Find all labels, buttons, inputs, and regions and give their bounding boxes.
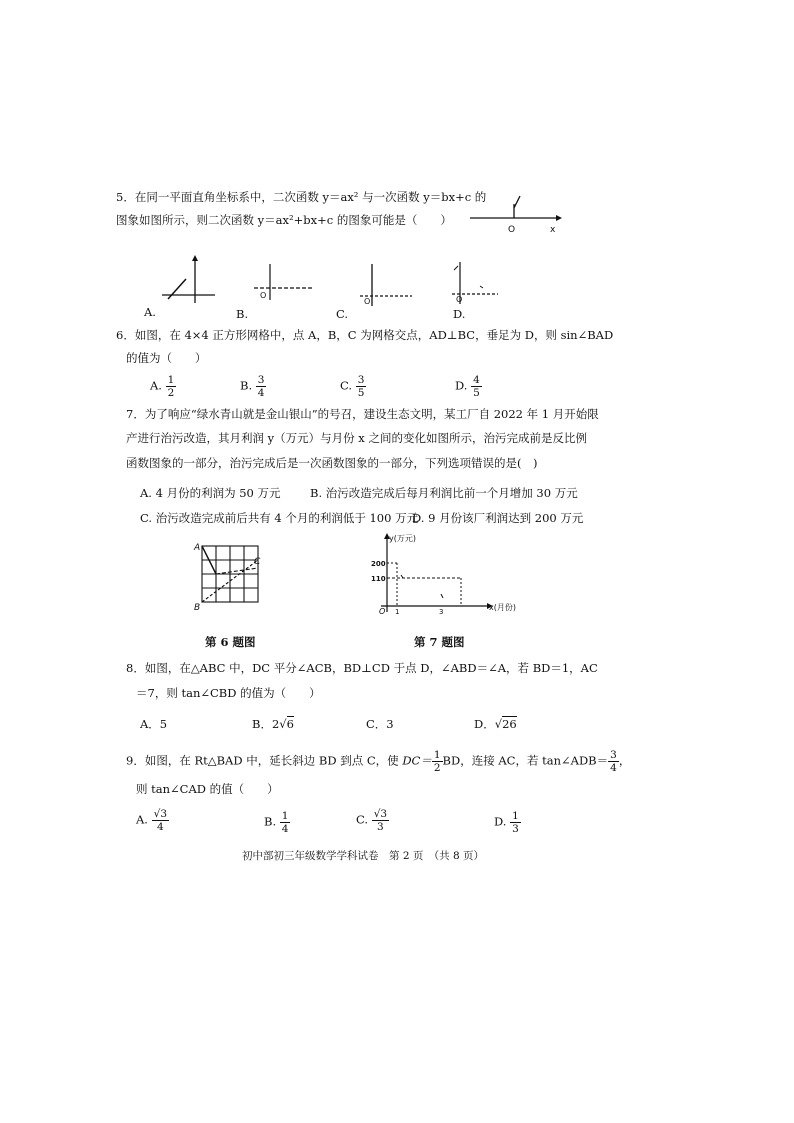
q9-option-a[interactable]: A. $\frac{√3}{4}$	[136, 808, 167, 833]
q7-option-d[interactable]: D. 9 月份该厂利润达到 200 万元	[412, 511, 584, 525]
fig7-y-tick-110: 110	[371, 575, 386, 583]
q5-graph-d[interactable]	[450, 260, 502, 306]
fig7-origin: O	[379, 607, 386, 616]
q6-option-b[interactable]: B. $\frac{3}{4}$	[240, 374, 265, 399]
q5-given-line-2	[514, 196, 520, 208]
svg-text:O: O	[260, 291, 267, 300]
q6-option-d[interactable]: D. $\frac{4}{5}$	[455, 374, 480, 399]
q5-option-c[interactable]: C.	[336, 307, 349, 321]
q7-line2: 产进行治污改造，其月利润 y（万元）与月份 x 之间的变化如图所示，治污完成前是反比例	[126, 431, 587, 445]
fig7-x-tick-1: 1	[395, 608, 400, 616]
q5-given-graph	[470, 190, 570, 240]
fig6-label-c: C	[254, 557, 261, 567]
fig6-label-b: B	[194, 603, 201, 613]
q8-option-b[interactable]: B．2√6	[252, 717, 294, 731]
q5-graph-b[interactable]	[252, 262, 314, 302]
q8-option-c[interactable]: C．3	[366, 717, 394, 731]
q5-given-x-label: x	[550, 225, 556, 235]
q5-line1: 5．在同一平面直角坐标系中，二次函数 y＝ax² 与一次函数 y＝bx+c 的	[116, 190, 487, 204]
fig6-caption: 第 6 题图	[205, 635, 256, 649]
q5-option-d[interactable]: D.	[453, 307, 466, 321]
fig6-label-a: A	[194, 543, 201, 553]
q5-option-b[interactable]: B.	[236, 307, 249, 321]
q8-line1: 8．如图，在△ABC 中，DC 平分∠ACB，BD⊥CD 于点 D，∠ABD＝∠A，若 BD＝1，AC	[126, 661, 598, 675]
q7-line1: 7．为了响应“绿水青山就是金山银山”的号召，建设生态文明，某工厂自 2022 年 1 月开始限	[126, 407, 599, 421]
q8-option-d[interactable]: D．√26	[474, 717, 517, 731]
q9-option-c[interactable]: C. $\frac{√3}{3}$	[356, 808, 388, 833]
q8-line2: ＝7，则 tan∠CBD 的值为（ ）	[136, 686, 321, 700]
q6-option-a[interactable]: A. $\frac{1}{2}$	[150, 374, 175, 399]
fig7-x-label: x(月份)	[489, 603, 516, 612]
q9-line2: 则 tan∠CAD 的值（ ）	[136, 782, 279, 796]
fig7-caption: 第 7 题图	[414, 635, 465, 649]
q7-option-a[interactable]: A. 4 月份的利润为 50 万元	[140, 486, 281, 500]
page-footer: 初中部初三年级数学学科试卷 第 2 页 （共 8 页）	[242, 850, 484, 862]
q8-option-a[interactable]: A．5	[140, 717, 168, 731]
q6-line2: 的值为（ ）	[126, 351, 207, 365]
fig7-y-label: y(万元)	[389, 534, 416, 543]
fig7-y-tick-200: 200	[371, 560, 386, 568]
q7-line3: 函数图象的一部分，治污完成后是一次函数图象的一部分，下列选项错误的是( )	[126, 456, 538, 470]
q9-line1: 9．如图，在 Rt△BAD 中，延长斜边 BD 到点 C，使 DC＝ $\frac{1}{2}$ BD，连接 AC，若 tan∠ADB＝ $\frac{3}{4}$ ，	[126, 749, 631, 774]
q5-line2: 图象如图所示，则二次函数 y＝ax²+bx+c 的图象可能是（ ）	[116, 213, 452, 227]
q7-option-b[interactable]: B. 治污改造完成后每月利润比前一个月增加 30 万元	[310, 486, 578, 500]
q9-option-b[interactable]: B. $\frac{1}{4}$	[264, 810, 289, 835]
fig6-grid	[190, 540, 270, 614]
q7-option-c[interactable]: C. 治污改造完成前后共有 4 个月的利润低于 100 万元	[140, 511, 419, 525]
svg-text:O: O	[456, 295, 463, 304]
q5-option-a[interactable]: A.	[144, 305, 156, 319]
fig7-chart	[365, 530, 525, 615]
q5-given-origin: O	[508, 225, 516, 235]
q6-line1: 6．如图，在 4×4 正方形网格中，点 A，B，C 为网格交点，AD⊥BC，垂足为 D，则 sin∠BAD	[116, 328, 614, 342]
q5-graph-a[interactable]	[160, 255, 220, 305]
q6-option-c[interactable]: C. $\frac{3}{5}$	[340, 374, 365, 399]
svg-text:O: O	[364, 297, 371, 306]
fig7-x-tick-3: 3	[439, 608, 444, 616]
q5-graph-c[interactable]	[358, 262, 418, 308]
q5-given-x-arrow	[556, 215, 562, 221]
q9-option-d[interactable]: D. $\frac{1}{3}$	[494, 810, 519, 835]
